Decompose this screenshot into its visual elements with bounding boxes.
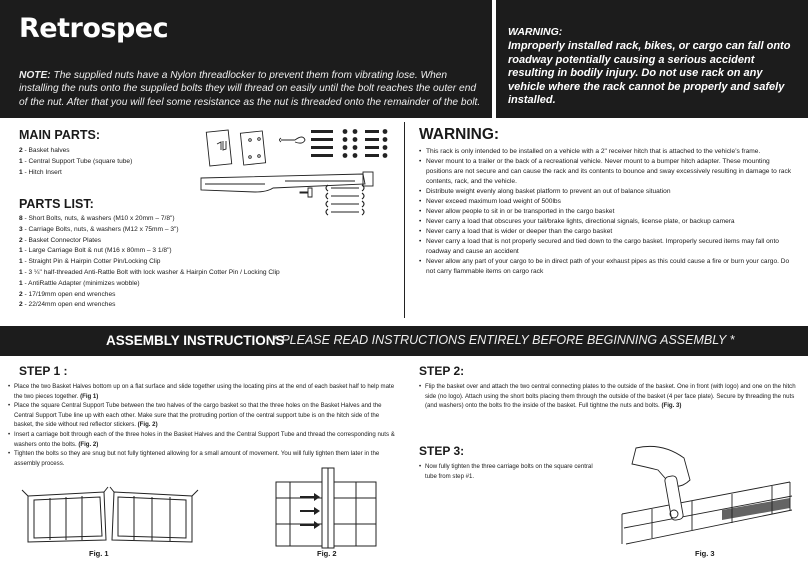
- basket-rails: [622, 482, 792, 544]
- part-text: - Basket halves: [22, 147, 70, 154]
- main-parts-title: MAIN PARTS:: [19, 128, 101, 142]
- part-text: - Central Support Tube (square tube): [22, 157, 133, 165]
- warning-item: • Distribute weight evenly along basket platform to prevent an out of balance situation: [419, 187, 797, 197]
- anti-rattle-bolt: [300, 188, 312, 197]
- part-qty: 2: [19, 290, 23, 298]
- warning-item: • Never allow people to sit in or be transported in the cargo basket: [419, 207, 797, 217]
- instruction-text: Tighten the bolts so they are snug but not fully tightened allowing for a small amount of movement. You will fully tighten them later in the assembly process.: [14, 450, 380, 467]
- step1-title: STEP 1 :: [19, 364, 68, 378]
- part-qty: 1: [19, 157, 23, 165]
- warning-item: • Never allow any part of your cargo to be in direct path of your exhaust pipes as this could cause a fire or burn your cargo. Do not carry flammable items on cargo rack: [419, 257, 797, 277]
- fig1-label: Fig. 1: [89, 549, 109, 558]
- instruction-text: Insert a carriage bolt through each of the three holes in the Basket Halves and the Central Support Tube and thread the corresponding nuts & washers onto the bolts.: [14, 430, 395, 448]
- hairpin-pin: [280, 137, 306, 143]
- part-text: - Basket Connector Plates: [22, 236, 102, 244]
- instruction-item: [419, 382, 801, 411]
- step3-list: [419, 462, 599, 481]
- fig3-label: Fig. 3: [695, 549, 715, 558]
- warning-banner-text: Improperly installed rack, bikes, or cargo can fall onto roadway potentially causing a serious accident resulting in bodily injury. Do not use rack on any vehicle where the rack cannot be properly and safely installed.: [508, 40, 791, 107]
- instruction-text: Place the square Central Support Tube between the two halves of the cargo basket so that the three holes on the Basket Halves and the Central Support Tube line up with each other. Make sure that the protruding portion of the central support tube is on the hitch side of the basket, the side without red reflector stickers.: [14, 402, 382, 429]
- part-text: - Short Bolts, nuts, & washers (M10 x 20mm – 7/8"): [22, 215, 175, 222]
- fig2-support-tube: [270, 468, 390, 548]
- instruction-text: Flip the basket over and attach the two central connecting plates to the outside of the basket. One in front (with logo) and one on the hitch side (no logo). Attach using the short bolts placing them through the outside of the basket (4 per face plate). Secure by threading the nuts (and washers) onto the bolts fro the inside of the basket. Full tightne the nuts and bolts.: [425, 383, 796, 410]
- instruction-item: [8, 401, 400, 430]
- connector-plate-logo: [206, 130, 231, 166]
- parts-illustration: [195, 126, 400, 244]
- instruction-item: [8, 449, 400, 468]
- figure-reference: (Fig 1): [80, 392, 99, 400]
- part-line: [19, 300, 399, 311]
- warning-item: • Never carry a load that is not properly secured and tied down to the cargo basket. Improperly secured items may fall onto roadway and cause an accident: [419, 237, 797, 257]
- short-bolts: [311, 129, 387, 158]
- part-qty: 3: [19, 225, 23, 233]
- assembly-banner: [0, 326, 808, 356]
- step2-title: STEP 2:: [419, 364, 465, 378]
- part-text: - 22/24mm open end wrenches: [22, 301, 116, 309]
- figure-reference: (Fig. 3): [661, 402, 682, 410]
- assembly-subtitle: * PLEASE READ INSTRUCTIONS ENTIRELY BEFORE BEGINNING ASSEMBLY *: [273, 333, 735, 347]
- part-qty: 1: [19, 258, 23, 266]
- warning-item: • Never carry a load that is wider or deeper than the cargo basket: [419, 227, 797, 237]
- warning-item: • Never mount to a trailer or the back of a recreational vehicle. Never mount to a bumper hitch adapter. These mounting positions are not secure and can cause the rack and its contents to bounce and sway excessively resulting in damage to rack contents, rack, and the vehicle.: [419, 157, 797, 187]
- part-line: [19, 246, 399, 257]
- hitch-tube: [201, 174, 365, 192]
- warning-list: [419, 147, 797, 277]
- wrenches: [326, 185, 364, 215]
- hand: [632, 446, 690, 486]
- part-qty: 1: [19, 247, 23, 255]
- column-divider: [404, 122, 405, 318]
- instruction-text: Place the two Basket Halves bottom up on a flat surface and slide together using the locating pins at the end of each basket half to help mate the two pieces together.: [14, 383, 395, 400]
- instruction-item: [419, 462, 599, 481]
- note-label: NOTE:: [19, 70, 51, 81]
- parts-list-title: PARTS LIST:: [19, 197, 94, 211]
- warning-banner-title: WARNING:: [508, 26, 563, 38]
- warning-item: • Never carry a load that obscures your tail/brake lights, directional signals, license plate, or backup camera: [419, 217, 797, 227]
- part-qty: 2: [19, 236, 23, 244]
- step1-list: [8, 382, 400, 468]
- warning-list-title: WARNING:: [419, 126, 500, 143]
- part-line: [19, 279, 399, 290]
- nylon-note: [19, 69, 481, 109]
- plate-logo-mark: [217, 141, 226, 150]
- part-text: - 3 ¼" half-threaded Anti-Rattle Bolt with lock washer & Hairpin Cotter Pin / Locking Clip: [22, 268, 280, 276]
- instruction-text: Now fully tighten the three carriage bolts on the square central tube from step #1.: [425, 463, 593, 480]
- retrospec-logo: Retrospec: [19, 13, 169, 44]
- part-qty: 1: [19, 279, 23, 287]
- part-text: - Carriage Bolts, nuts, & washers (M12 x 75mm – 3"): [22, 225, 179, 233]
- part-text: - 17/19mm open end wrenches: [22, 290, 116, 298]
- figure-reference: (Fig. 2): [78, 440, 99, 448]
- part-line: [19, 257, 399, 268]
- part-qty: 2: [19, 147, 23, 154]
- header-banner: [0, 0, 492, 118]
- instruction-item: [8, 382, 400, 401]
- fig3-tighten-nuts: [612, 440, 796, 548]
- warning-banner: [496, 0, 808, 118]
- part-text: - Large Carriage Bolt & nut (M16 x 80mm – 3 1/8"): [22, 247, 172, 255]
- fig1-basket-halves: [20, 480, 200, 550]
- part-line: [19, 290, 399, 301]
- figure-reference: (Fig. 2): [137, 421, 158, 429]
- instruction-item: [8, 430, 400, 449]
- part-qty: 2: [19, 301, 23, 309]
- step3-title: STEP 3:: [419, 444, 465, 458]
- part-text: - Straight Pin & Hairpin Cotter Pin/Locking Clip: [22, 258, 161, 266]
- part-text: - AntiRattle Adapter (minimizes wobble): [22, 279, 140, 287]
- warning-item: • This rack is only intended to be installed on a vehicle with a 2" receiver hitch that is attached to the vehicle’s frame.: [419, 147, 797, 157]
- assembly-title: ASSEMBLY INSTRUCTIONS: [106, 333, 285, 348]
- step2-list: [419, 382, 801, 411]
- warning-item: • Never exceed maximum load weight of 500lbs: [419, 197, 797, 207]
- part-qty: 1: [19, 268, 23, 276]
- part-qty: 1: [19, 168, 23, 176]
- part-line: [19, 268, 399, 279]
- part-text: - Hitch Insert: [22, 168, 62, 176]
- fig2-label: Fig. 2: [317, 549, 337, 558]
- part-qty: 8: [19, 215, 23, 222]
- note-text: The supplied nuts have a Nylon threadlocker to prevent them from vibrating lose. When installing the nuts onto the supplied bolts they will thread on easily until the bolt reaches the outer end of the nut. After that you will feel some resistance as the nut is threaded onto the remainder of the bolt.: [19, 70, 481, 108]
- connector-plate: [240, 131, 265, 165]
